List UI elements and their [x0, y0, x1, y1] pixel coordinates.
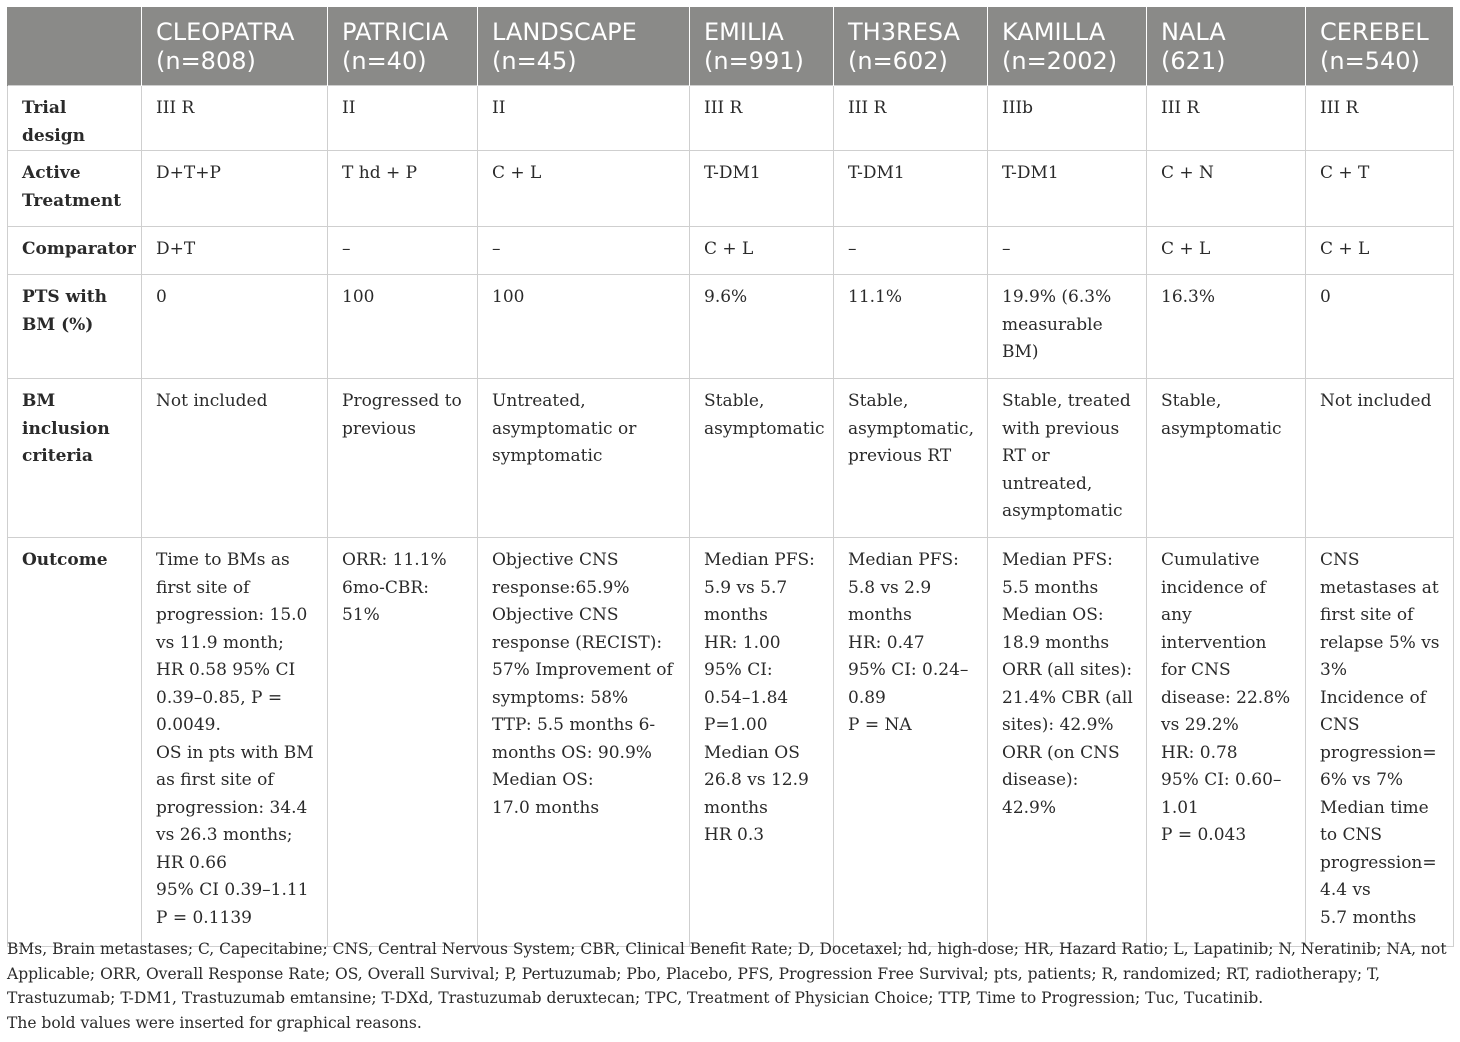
table-row-comparator: [8, 227, 1454, 275]
table-cell: C + L: [1147, 227, 1306, 275]
table-cell: C + N: [1147, 151, 1306, 227]
table-cell: Median PFS: 5.9 vs 5.7 months HR: 1.00 95% CI: 0.54–1.84 P=1.00 Median OS 26.8 vs 12.9 months HR 0.3: [690, 538, 834, 947]
table-cell: T-DM1: [834, 151, 988, 227]
table-cell: Progressed to previous: [328, 379, 478, 538]
table-cell: C + L: [1306, 227, 1454, 275]
table-cell: CNS metastases at first site of relapse 5% vs 3% Incidence of CNS progression= 6% vs 7% Median time to CNS progression= 4.4 vs 5.7 months: [1306, 538, 1454, 947]
trials-table: [7, 7, 1454, 947]
bold-values-note: The bold values were inserted for graphical reasons.: [7, 1013, 422, 1032]
row-label: Outcome: [8, 538, 142, 947]
header-nala: NALA (621): [1147, 7, 1306, 86]
header-th3resa: TH3RESA (n=602): [834, 7, 988, 86]
table-cell: III R: [690, 86, 834, 151]
table-cell: –: [834, 227, 988, 275]
row-label: BM inclusion criteria: [8, 379, 142, 538]
table-cell: T hd + P: [328, 151, 478, 227]
table-cell: 100: [328, 275, 478, 379]
table-cell: Stable, asymptomatic: [1147, 379, 1306, 538]
table-cell: –: [478, 227, 690, 275]
table-cell: 0: [142, 275, 328, 379]
header-empty: [8, 7, 142, 86]
table-cell: 0: [1306, 275, 1454, 379]
table-cell: C + L: [478, 151, 690, 227]
table-cell: III R: [1306, 86, 1454, 151]
row-label: Active Treatment: [8, 151, 142, 227]
table-row-trial-design: [8, 86, 1454, 151]
table-cell: C + T: [1306, 151, 1454, 227]
table-cell: Cumulative incidence of any intervention for CNS disease: 22.8% vs 29.2% HR: 0.78 95% CI: 0.60–1.01 P = 0.043: [1147, 538, 1306, 947]
table-cell: Not included: [1306, 379, 1454, 538]
table-cell: Stable, asymptomatic: [690, 379, 834, 538]
table-cell: Objective CNS response:65.9% Objective CNS response (RECIST): 57% Improvement of symptoms: 58% TTP: 5.5 months 6-months OS: 90.9% Median OS: 17.0 months: [478, 538, 690, 947]
table-cell: T-DM1: [690, 151, 834, 227]
table-cell: Not included: [142, 379, 328, 538]
table-row-outcome: [8, 538, 1454, 947]
header-landscape: LANDSCAPE (n=45): [478, 7, 690, 86]
table-cell: II: [478, 86, 690, 151]
table-row-pts-with-bm: [8, 275, 1454, 379]
table-cell: 19.9% (6.3% measurable BM): [988, 275, 1147, 379]
row-label: Trial design: [8, 86, 142, 151]
table-cell: Median PFS: 5.8 vs 2.9 months HR: 0.47 95% CI: 0.24–0.89 P = NA: [834, 538, 988, 947]
table-cell: –: [328, 227, 478, 275]
table-cell: D+T+P: [142, 151, 328, 227]
table-cell: III R: [142, 86, 328, 151]
header-kamilla: KAMILLA (n=2002): [988, 7, 1147, 86]
table-cell: Time to BMs as first site of progression: 15.0 vs 11.9 month; HR 0.58 95% CI 0.39–0.85, P = 0.0049. OS in pts with BM as first site of progression: 34.4 vs 26.3 months; HR 0.66 95% CI 0.39–1.11 P = 0.1139: [142, 538, 328, 947]
row-label: PTS with BM (%): [8, 275, 142, 379]
table-cell: IIIb: [988, 86, 1147, 151]
table-cell: Untreated, asymptomatic or symptomatic: [478, 379, 690, 538]
table-cell: T-DM1: [988, 151, 1147, 227]
table-cell: III R: [1147, 86, 1306, 151]
table-cell: Stable, asymptomatic, previous RT: [834, 379, 988, 538]
table-row-bm-inclusion: [8, 379, 1454, 538]
table-cell: 9.6%: [690, 275, 834, 379]
table-cell: –: [988, 227, 1147, 275]
table-cell: D+T: [142, 227, 328, 275]
table-cell: II: [328, 86, 478, 151]
table-cell: Stable, treated with previous RT or untreated, asymptomatic: [988, 379, 1147, 538]
table-cell: 16.3%: [1147, 275, 1306, 379]
header-cerebel: CEREBEL (n=540): [1306, 7, 1454, 86]
row-label: Comparator: [8, 227, 142, 275]
table-container: [7, 7, 1453, 947]
table-footnote: [7, 937, 1453, 1035]
header-emilia: EMILIA (n=991): [690, 7, 834, 86]
table-cell: Median PFS: 5.5 months Median OS: 18.9 months ORR (all sites): 21.4% CBR (all sites): 42.9% ORR (on CNS disease): 42.9%: [988, 538, 1147, 947]
header-patricia: PATRICIA (n=40): [328, 7, 478, 86]
table-cell: 100: [478, 275, 690, 379]
table-cell: III R: [834, 86, 988, 151]
table-cell: ORR: 11.1% 6mo-CBR: 51%: [328, 538, 478, 947]
header-row: [8, 7, 1454, 86]
header-cleopatra: CLEOPATRA (n=808): [142, 7, 328, 86]
table-row-active-treatment: [8, 151, 1454, 227]
abbreviations-note: BMs, Brain metastases; C, Capecitabine; CNS, Central Nervous System; CBR, Clinical Benefit Rate; D, Docetaxel; hd, high-dose; HR, Hazard Ratio; L, Lapatinib; N, Neratinib; NA, not Applicable; ORR, Overall Response Rate; OS, Overall Survival; P, Pertuzumab; Pbo, Placebo, PFS, Progression Free Survival; pts, patients; R, randomized; RT, radiotherapy; T, Trastuzumab; T-DM1, Trastuzumab emtansine; T-DXd, Trastuzumab deruxtecan; TPC, Treatment of Physician Choice; TTP, Time to Progression; Tuc, Tucatinib.: [7, 940, 1447, 1007]
table-cell: C + L: [690, 227, 834, 275]
table-cell: 11.1%: [834, 275, 988, 379]
